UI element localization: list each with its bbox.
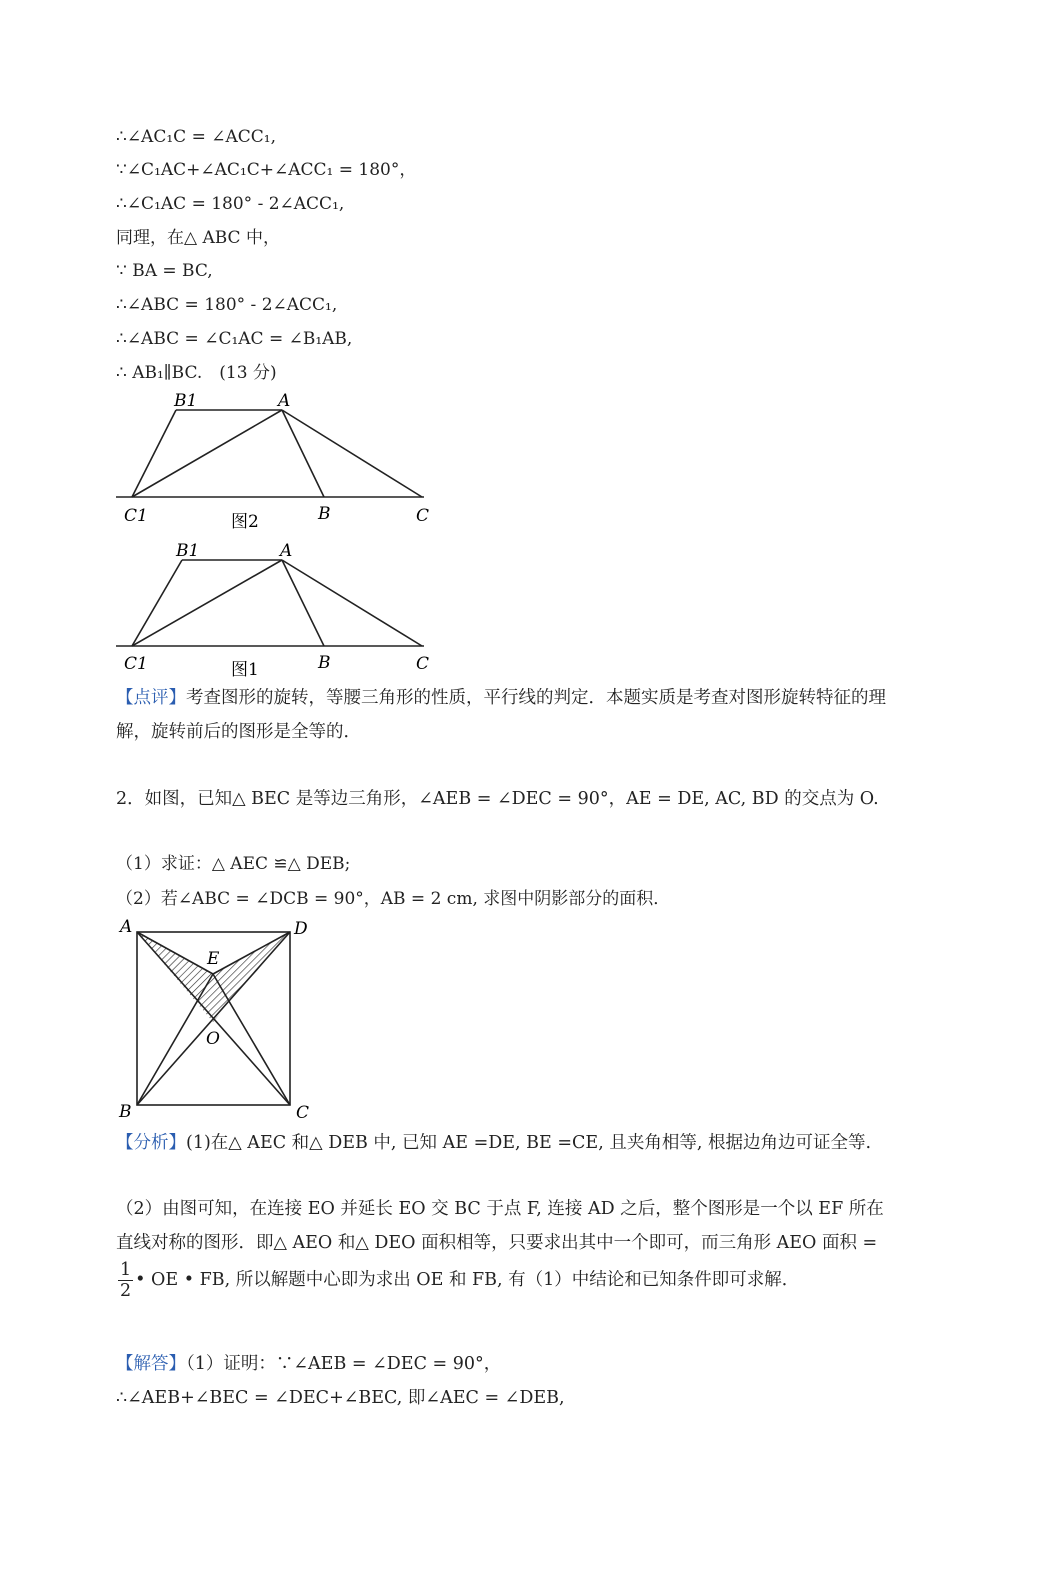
- fig2-label-a: A: [278, 391, 291, 411]
- answer-line-1-text: （1）证明：∵∠AEB = ∠DEC = 90°，: [186, 1354, 502, 1374]
- fig1-line-b1c1: [132, 560, 182, 646]
- fig3-label-a: A: [120, 917, 133, 937]
- proof-line-2: ∵∠C₁AC+∠AC₁C+∠ACC₁ = 180°，: [116, 160, 417, 180]
- fraction-half: [118, 1260, 133, 1301]
- analysis-p2a: （2）由图可知，在连接 EO 并延长 EO 交 BC 于点 F, 连接 AD 之后，整个图形是一个以 EF 所在直线对称的图形．即△ AEO 和△ DEO 面积相等，只要求出其中一个即可，而三角形 AEO 面积 =: [116, 1199, 884, 1253]
- proof-line-5: ∵ BA = BC,: [116, 261, 213, 281]
- fig1-line-c1a: [132, 560, 282, 646]
- fig2-label-c: C: [416, 506, 430, 526]
- figure-2: [110, 388, 450, 533]
- fig3-label-o: O: [206, 1029, 220, 1049]
- fig3-label-e: E: [207, 949, 220, 969]
- fig1-label-c: C: [416, 654, 430, 674]
- fig2-label-b1: B1: [174, 391, 198, 411]
- proof-line-4: 同理，在△ ABC 中，: [116, 228, 280, 248]
- comment-block: [116, 681, 896, 749]
- analysis-tag: 【分析】: [116, 1133, 186, 1153]
- proof-line-3: ∴∠C₁AC = 180° - 2∠ACC₁,: [116, 194, 345, 214]
- fig2-label-b: B: [318, 504, 331, 524]
- fig1-caption: 图1: [231, 660, 259, 680]
- problem2-part2: （2）若∠ABC = ∠DCB = 90°，AB = 2 cm, 求图中阴影部分的面积．: [116, 889, 671, 909]
- fig3-label-d: D: [294, 919, 308, 939]
- proof-line-8: ∴ AB₁∥BC. (13 分): [116, 363, 277, 383]
- comment-tag: 【点评】: [116, 688, 186, 708]
- fraction-denominator: 2: [120, 1281, 132, 1301]
- problem2-part1: （1）求证：△ AEC ≌△ DEB;: [116, 854, 351, 874]
- line-be: [137, 974, 213, 1105]
- fig1-label-b1: B1: [176, 541, 200, 561]
- fig3-label-b: B: [119, 1102, 132, 1122]
- fig1-label-b: B: [318, 653, 331, 673]
- fig2-caption: 图2: [231, 512, 259, 532]
- answer-line-1: [116, 1352, 501, 1376]
- answer-line-2: ∴∠AEB+∠BEC = ∠DEC+∠BEC, 即∠AEC = ∠DEB,: [116, 1388, 565, 1408]
- fraction-numerator: 1: [120, 1260, 132, 1280]
- fig1-label-a: A: [280, 541, 293, 561]
- figure-1: [110, 538, 450, 683]
- problem2-stem: 2．如图，已知△ BEC 是等边三角形，∠AEB = ∠DEC = 90°，AE = DE, AC, BD 的交点为 O.: [116, 789, 879, 809]
- analysis-p2-block: [116, 1192, 896, 1301]
- fig3-label-c: C: [296, 1103, 310, 1123]
- line-ce: [213, 974, 290, 1105]
- analysis-p1: (1)在△ AEC 和△ DEB 中, 已知 AE =DE, BE =CE, 且夹角相等, 根据边角边可证全等.: [186, 1133, 872, 1153]
- fig1-label-c1: C1: [124, 654, 148, 674]
- analysis-p2b: • OE • FB, 所以解题中心即为求出 OE 和 FB, 有（1）中结论和已知条件即可求解．: [135, 1270, 800, 1290]
- proof-line-1: ∴∠AC₁C = ∠ACC₁,: [116, 127, 276, 147]
- analysis-p1-block: [116, 1126, 896, 1160]
- proof-line-7: ∴∠ABC = ∠C₁AC = ∠B₁AB,: [116, 329, 353, 349]
- fig2-label-c1: C1: [124, 506, 148, 526]
- answer-tag: 【解答】: [116, 1354, 186, 1374]
- proof-line-6: ∴∠ABC = 180° - 2∠ACC₁,: [116, 295, 338, 315]
- figure-3: [110, 912, 330, 1127]
- comment-text: 考查图形的旋转，等腰三角形的性质，平行线的判定．本题实质是考查对图形旋转特征的理解，旋转前后的图形是全等的．: [116, 688, 886, 742]
